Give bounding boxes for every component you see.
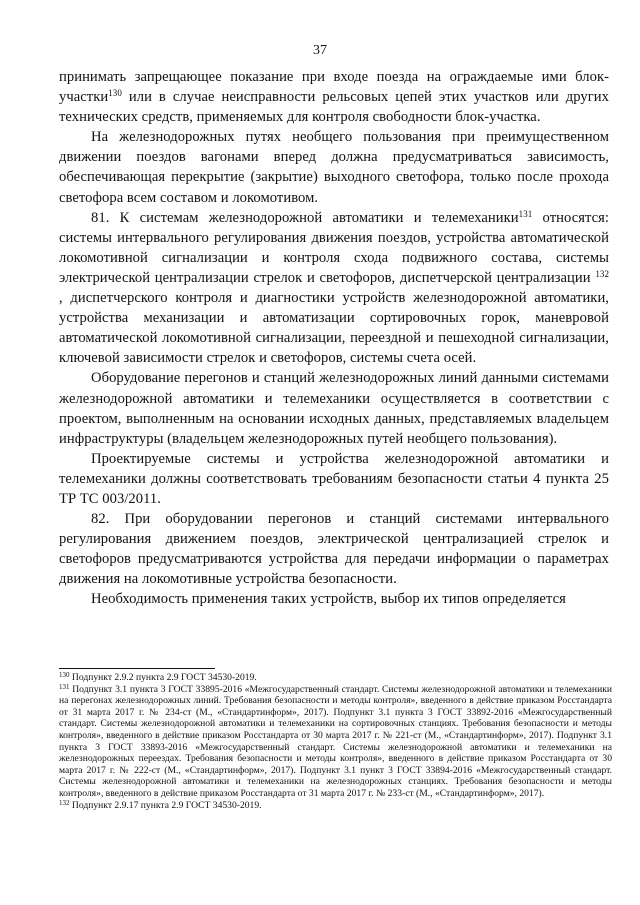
footnote [59, 684, 612, 800]
paragraph [59, 208, 609, 369]
footnote-reference: 130 [108, 88, 122, 99]
page-number: 37 [313, 43, 327, 58]
body-text [59, 67, 609, 610]
paragraph-text: , диспетчерского контроля и диагностики устройств железнодорожной автоматики, устройства механизации и автоматизации сортировочных горок, маневровой автоматической локомотивной сигнализации, переездной и пешеходной сигнализации, ключевой зависимости стрелок и светофоров, системы счета осей. [59, 290, 609, 367]
paragraph-text: На железнодорожных путях необщего пользования при преимущественном движении поездов вагонами вперед должна предусматриваться зависимость, обеспечивающая перекрытие (закрытие) выходного светофора, только после прохода светофора всем составом и локомотивом. [59, 129, 609, 206]
footnote [59, 672, 612, 684]
paragraph [59, 67, 609, 127]
paragraph-text: принимать запрещающее показание при входе поезда на ограждаемые ими блок-участки [59, 69, 609, 106]
paragraph-text: Необходимость применения таких устройств, выбор их типов определяется [91, 591, 566, 608]
paragraph-text: Проектируемые системы и устройства железнодорожной автоматики и телемеханики должны соответствовать требованиям безопасности статьи 4 пункта 25 ТР ТС 003/2011. [59, 450, 609, 507]
paragraph [59, 589, 609, 609]
footnote [59, 800, 612, 812]
paragraph-text: 82. При оборудовании перегонов и станций системами интервального регулирования движением поездов, электрической централизацией стрелок и светофоров предусматриваются устройства для передачи информации о параметрах движения на локомотивные устройства безопасности. [59, 511, 609, 588]
footnote-separator [59, 668, 215, 669]
paragraph [59, 127, 609, 207]
footnote-text: Подпункт 2.9.17 пункта 2.9 ГОСТ 34530-2019. [69, 799, 262, 811]
paragraph-text: Оборудование перегонов и станций железнодорожных линий данными системами железнодорожной автоматики и телемеханики осуществляется в соответствии с проектом, выполненным на основании исходных данных, представляемых владельцем инфраструктуры (владельцем железнодорожных путей необщего пользования). [59, 370, 609, 447]
paragraph-text: или в случае неисправности рельсовых цепей этих участков или других технических средств, применяемых для контроля свободности блок-участка. [59, 89, 609, 126]
paragraph [59, 368, 609, 448]
paragraph-text: относятся: системы интервального регулирования движения поездов, устройства автоматической локомотивной сигнализации и контроля схода подвижного состава, системы электрической централизации стрелок и светофоров, диспетчерской централизации [59, 209, 609, 286]
footnote-text: Подпункт 2.9.2 пункта 2.9 ГОСТ 34530-2019. [69, 672, 257, 683]
footnotes [59, 672, 612, 811]
paragraph-text: 81. К системам железнодорожной автоматики и телемеханики [91, 209, 519, 226]
footnote-number: 131 [59, 682, 70, 691]
footnote-reference: 132 [595, 268, 609, 279]
footnote-reference: 131 [518, 208, 533, 219]
footnote-number: 130 [59, 671, 70, 679]
paragraph [59, 509, 609, 589]
footnote-number: 132 [59, 798, 70, 807]
paragraph [59, 449, 609, 509]
footnote-text: Подпункт 3.1 пункта 3 ГОСТ 33895-2016 «Межгосударственный стандарт. Системы железнодорожной автоматики и телемеханики на перегонах железнодорожных линий. Требования безопасности и методы контроля», введенного в действие приказом Росстандарта от 31 марта 2017 г. № 234-ст (М., «Стандартинформ», 2017). Подпункт 3.1 пункта 3 ГОСТ 33892-2016 «Межгосударственный стандарт. Системы железнодорожной автоматики и телемеханики на сортировочных станциях. Требования безопасности и методы контроля», введенного в действие приказом Росстандарта от 30 марта 2017 г. № 221-ст (М., «Стандартинформ», 2017). Подпункт 3.1 пункта 3 ГОСТ 33893-2016 «Межгосударственный стандарт. Системы железнодорожной автоматики и телемеханики на железнодорожных переездах. Требования безопасности и методы контроля», введенного в действие приказом Росстандарта от 30 марта 2017 г. № 222-ст (М., «Стандартинформ», 2017). Подпункт 3.1 пункт 3 ГОСТ 33894-2016 «Межгосударственный стандарт. Системы железнодорожной автоматики и телемеханики на железнодорожных станциях. Требования безопасности и методы контроля», введенного в действие приказом Росстандарта от 31 марта 2017 г. № 233-ст (М., «Стандартинформ», 2017). [59, 683, 612, 799]
